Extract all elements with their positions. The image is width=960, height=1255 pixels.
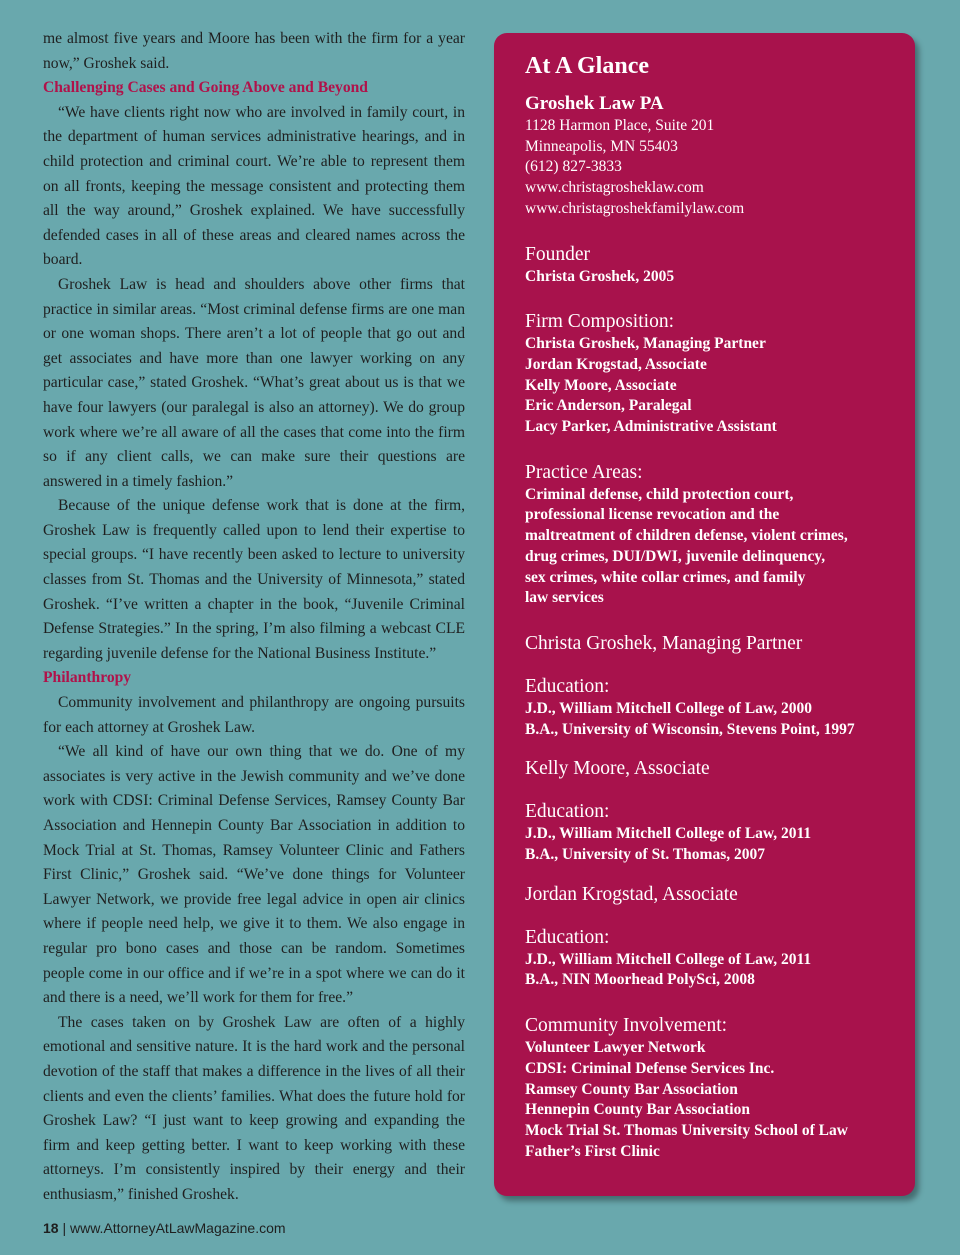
address-line-1: 1128 Harmon Place, Suite 201 xyxy=(525,117,715,134)
education-item: B.A., NIN Moorhead PolySci, 2008 xyxy=(525,971,755,989)
list-item: Jordan Krogstad, Associate xyxy=(525,355,707,373)
person-name-kelly: Kelly Moore, Associate xyxy=(525,758,710,780)
practice-line: Criminal defense, child protection court, xyxy=(525,485,794,503)
practice-line: professional license revocation and the xyxy=(525,506,780,524)
section-heading-challenging-cases: Challenging Cases and Going Above and Beyond xyxy=(43,79,368,97)
education-item: J.D., William Mitchell College of Law, 2000 xyxy=(525,699,813,717)
section-heading-philanthropy: Philanthropy xyxy=(43,669,132,687)
list-item: Ramsey County Bar Association xyxy=(525,1080,738,1098)
at-a-glance-sidebar xyxy=(494,33,915,1196)
footer-separator: | xyxy=(62,1220,67,1236)
sidebar-title: At A Glance xyxy=(525,53,649,79)
website-link-1[interactable]: www.christagrosheklaw.com xyxy=(525,179,704,197)
phone-number: (612) 827-3833 xyxy=(525,158,622,176)
community-list xyxy=(525,1038,895,1162)
page-footer xyxy=(43,1220,286,1236)
article-column xyxy=(43,27,465,1208)
website-link-2[interactable]: www.christagroshekfamilylaw.com xyxy=(525,199,745,217)
education-heading: Education: xyxy=(525,926,610,948)
firm-name: Groshek Law PA xyxy=(525,93,664,114)
composition-list xyxy=(525,334,895,438)
list-item: Volunteer Lawyer Network xyxy=(525,1039,706,1057)
article-paragraph: Because of the unique defense work that is done at the firm, Groshek Law is frequently called upon to lend their expertise to special groups. “I have recently been asked to lecture to university classes from St. Thomas and the University of Minnesota,” stated Groshek. “I’ve written a chapter in the book, “Juvenile Criminal Defense Strategies.” In the spring, I’m also filming a webcast CLE regarding juvenile defense for the National Business Institute.” xyxy=(43,497,465,662)
practice-areas-text xyxy=(525,485,895,609)
person-name-jordan: Jordan Krogstad, Associate xyxy=(525,883,738,905)
practice-line: sex crimes, white collar crimes, and family xyxy=(525,568,806,586)
article-paragraph: Groshek Law is head and shoulders above other firms that practice in similar areas. “Most criminal defense firms are one man or one woman shops. There aren’t a lot of people that go out and get associates and have more than one lawyer working on any particular case,” stated Groshek. “What’s great about us is that we have four lawyers (our paralegal is also an attorney). We do group work where we’re all aware of all the cases that come into the firm so if any client calls, we can make sure their questions are answered in a timely fashion.” xyxy=(43,275,465,490)
practice-line: drug crimes, DUI/DWI, juvenile delinquency, xyxy=(525,547,826,565)
education-item: B.A., University of Wisconsin, Stevens Point, 1997 xyxy=(525,720,855,738)
list-item: CDSI: Criminal Defense Services Inc. xyxy=(525,1059,775,1077)
article-paragraph: “We all kind of have our own thing that we do. One of my associates is very active in the Jewish community and we’ve done work with CDSI: Criminal Defense Services, Ramsey County Bar Association and Hennepin County Bar Association in addition to Mock Trial at St. Thomas, Ramsey Volunteer Clinic and Fathers First Clinic,” Groshek said. “We’ve done things for Volunteer Lawyer Network, we provide free legal advice in open air clinics where if people need help, we give it to them. We also engage in regular pro bono cases and those can be random. Sometimes people come in our office and if we’re in a spot where we can do it and there is a need, we’ll work for them for free.” xyxy=(43,743,465,1007)
list-item: Mock Trial St. Thomas University School of Law xyxy=(525,1121,848,1139)
article-paragraph: me almost five years and Moore has been with the firm for a year now,” Groshek said. xyxy=(43,30,465,72)
person-name-christa: Christa Groshek, Managing Partner xyxy=(525,632,803,654)
education-heading: Education: xyxy=(525,801,610,823)
founder-value: Christa Groshek, 2005 xyxy=(525,267,675,285)
education-item: B.A., University of St. Thomas, 2007 xyxy=(525,846,765,864)
article-paragraph: The cases taken on by Groshek Law are often of a highly emotional and sensitive nature. It is the hard work and the personal devotion of the staff that makes a difference in the lives of all their clients and even the clients’ families. What does the future hold for Groshek Law? “I just want to keep growing and expanding the firm and keep getting better. I want to keep working with these attorneys. I’m consistently inspired by their energy and their enthusiasm,” finished Groshek. xyxy=(43,1013,465,1203)
article-paragraph: “We have clients right now who are involved in family court, in the department of human services administrative hearings, and in child protection and criminal court. We’re able to represent them on all fronts, keeping the message consistent and protecting them all the way around,” Groshek explained. We have successfully defended cases in all of these areas and cleared names across the board. xyxy=(43,103,465,269)
list-item: Father’s First Clinic xyxy=(525,1142,660,1160)
page-number: 18 xyxy=(43,1220,59,1236)
practice-line: law services xyxy=(525,589,604,607)
composition-heading: Firm Composition: xyxy=(525,311,674,333)
list-item: Hennepin County Bar Association xyxy=(525,1101,750,1119)
list-item: Kelly Moore, Associate xyxy=(525,376,677,394)
education-item: J.D., William Mitchell College of Law, 2011 xyxy=(525,825,812,843)
practice-areas-heading: Practice Areas: xyxy=(525,461,643,483)
list-item: Lacy Parker, Administrative Assistant xyxy=(525,418,777,436)
community-heading: Community Involvement: xyxy=(525,1015,728,1037)
article-paragraph: Community involvement and philanthropy are ongoing pursuits for each attorney at Groshek Law. xyxy=(43,694,465,736)
list-item: Christa Groshek, Managing Partner xyxy=(525,335,766,353)
education-heading: Education: xyxy=(525,675,610,697)
founder-heading: Founder xyxy=(525,243,590,265)
practice-line: maltreatment of children defense, violent crimes, xyxy=(525,527,848,545)
footer-website-link[interactable]: www.AttorneyAtLawMagazine.com xyxy=(70,1220,286,1236)
address-line-2: Minneapolis, MN 55403 xyxy=(525,137,678,155)
list-item: Eric Anderson, Paralegal xyxy=(525,397,692,415)
education-item: J.D., William Mitchell College of Law, 2011 xyxy=(525,950,812,968)
